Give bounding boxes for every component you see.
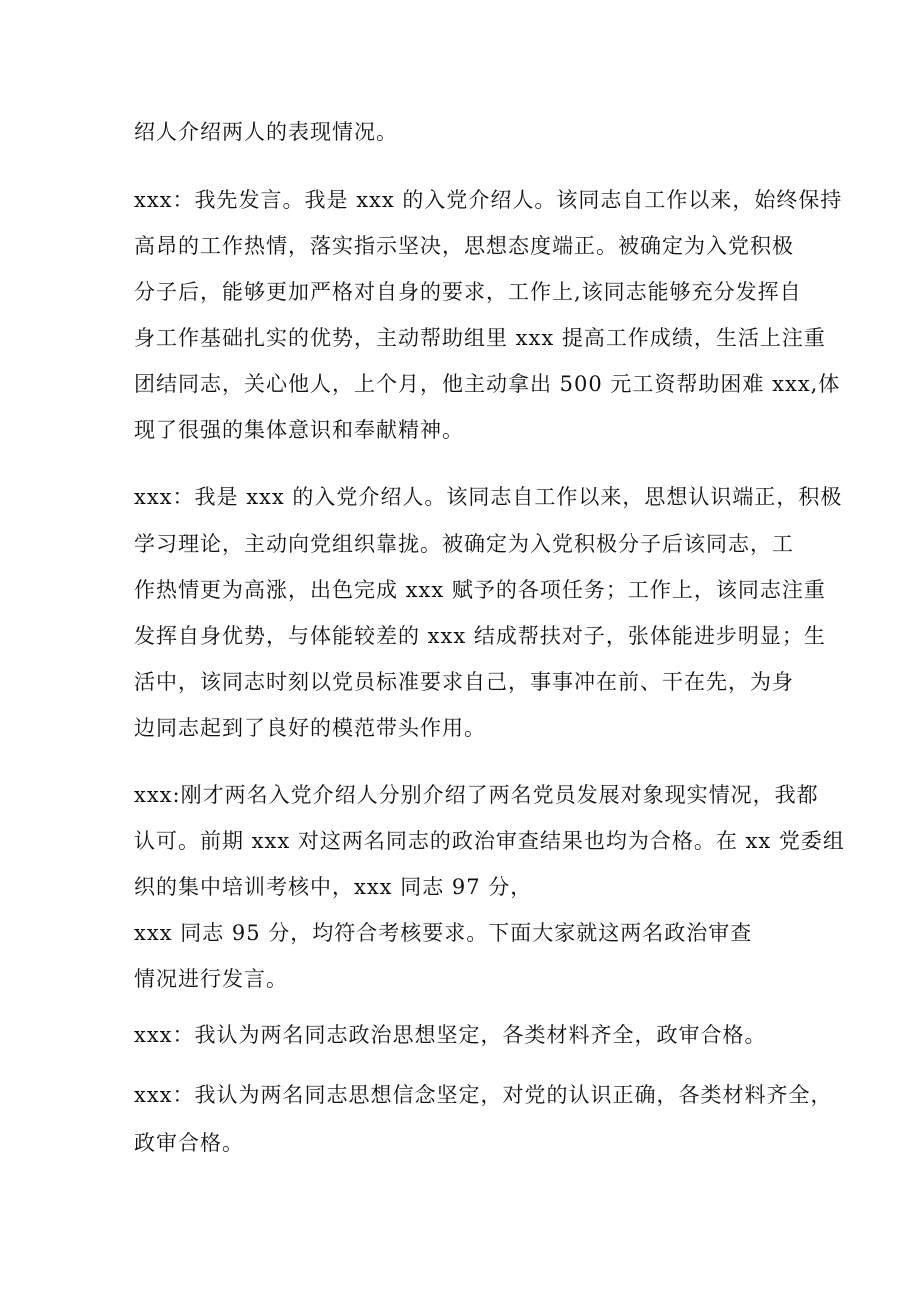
text-line: 活中，该同志时刻以党员标准要求自己，事事冲在前、干在先，为身 (134, 670, 794, 694)
text-line: xxx:刚才两名入党介绍人分别介绍了两名党员发展对象现实情况，我都 (134, 783, 819, 807)
text-line: 绍人介绍两人的表现情况。 (134, 120, 398, 144)
text-line: 分子后，能够更加严格对自身的要求，工作上,该同志能够充分发挥自 (134, 280, 802, 304)
text-line: 政审合格。 (134, 1131, 244, 1155)
text-line: xxx：我认为两名同志政治思想坚定，各类材料齐全，政审合格。 (134, 1023, 767, 1047)
text-line: 学习理论，主动向党组织靠拢。被确定为入党积极分子后该同志，工 (134, 532, 794, 556)
text-line: 边同志起到了良好的模范带头作用。 (134, 716, 486, 740)
text-line: xxx：我先发言。我是 xxx 的入党介绍人。该同志自工作以来，始终保持 (134, 188, 843, 212)
text-line: xxx：我认为两名同志思想信念坚定，对党的认识正确，各类材料齐全， (134, 1083, 833, 1107)
text-line: xxx：我是 xxx 的入党介绍人。该同志自工作以来，思想认识端正，积极 (134, 485, 843, 509)
text-line: xxx 同志 95 分，均符合考核要求。下面大家就这两名政治审查 (134, 921, 753, 945)
text-line: 织的集中培训考核中，xxx 同志 97 分， (134, 875, 533, 899)
text-line: 团结同志，关心他人，上个月，他主动拿出 500 元工资帮助困难 xxx,体 (134, 372, 841, 396)
text-line: 发挥自身优势，与体能较差的 xxx 结成帮扶对子，张体能进步明显；生 (134, 624, 826, 648)
text-line: 情况进行发言。 (134, 967, 288, 991)
text-line: 现了很强的集体意识和奉献精神。 (134, 418, 464, 442)
text-line: 作热情更为高涨，出色完成 xxx 赋予的各项任务；工作上，该同志注重 (134, 578, 826, 602)
text-line: 身工作基础扎实的优势，主动帮助组里 xxx 提高工作成绩，生活上注重 (134, 326, 826, 350)
text-line: 高昂的工作热情，落实指示坚决，思想态度端正。被确定为入党积极 (134, 234, 794, 258)
text-line: 认可。前期 xxx 对这两名同志的政治审查结果也均为合格。在 xx 党委组 (134, 829, 845, 853)
